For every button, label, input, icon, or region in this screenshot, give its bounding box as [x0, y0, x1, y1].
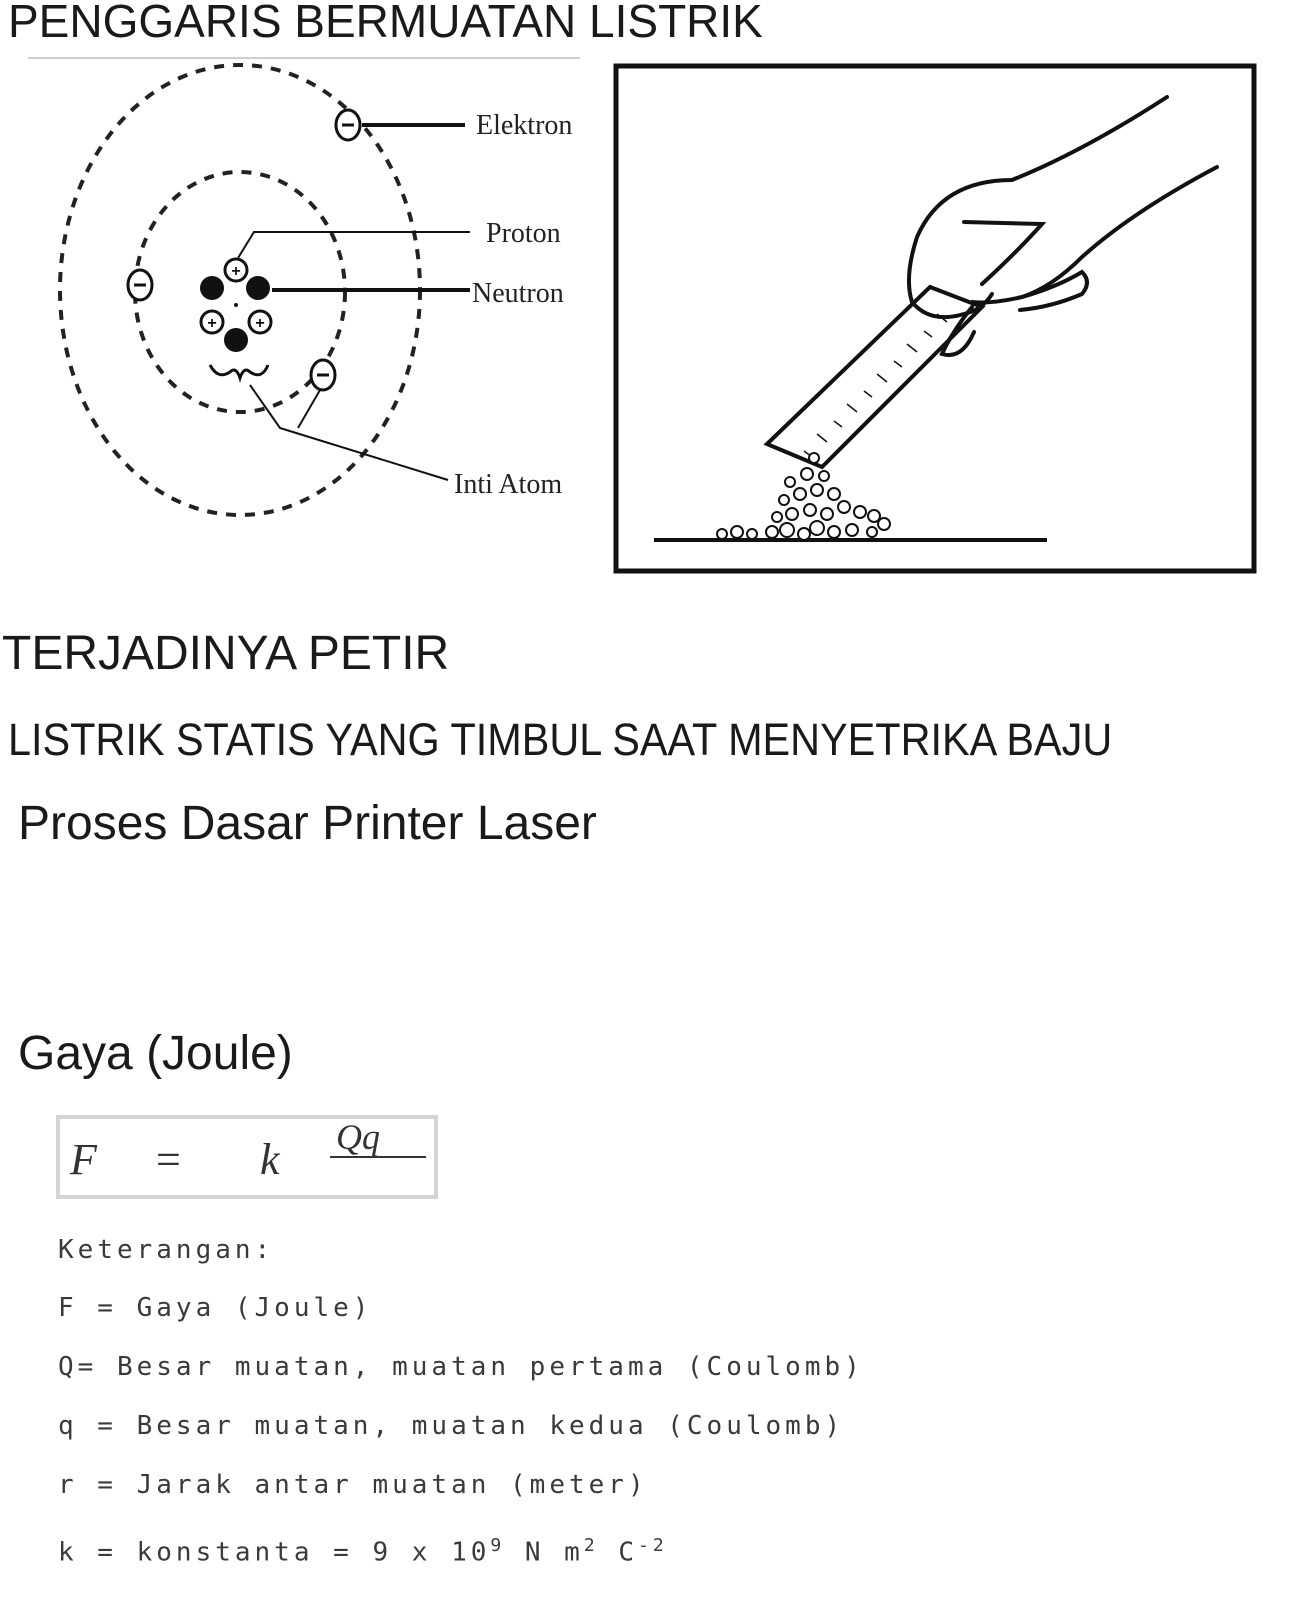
k-prefix: k = konstanta = 9 x 10 — [58, 1537, 491, 1568]
formula-k: k — [260, 1135, 280, 1184]
charged-ruler-illustration — [612, 62, 1260, 576]
formula-numerator: Qq — [336, 1119, 380, 1157]
k-mid: N m — [505, 1537, 584, 1568]
label-proton: Proton — [486, 218, 561, 249]
heading-printer-laser: Proses Dasar Printer Laser — [18, 797, 597, 850]
keterangan-line-q-small: q = Besar muatan, muatan kedua (Coulomb) — [58, 1411, 845, 1441]
svg-text:+: + — [231, 263, 241, 280]
k-unit: C — [598, 1537, 638, 1568]
heading-gaya: Gaya (Joule) — [18, 1027, 293, 1080]
k-exp-minus-2: -2 — [638, 1535, 668, 1556]
svg-text:+: + — [255, 315, 265, 332]
k-exp-9: 9 — [490, 1535, 506, 1556]
nucleus — [200, 259, 271, 378]
electron-top — [336, 110, 360, 140]
label-neutron: Neutron — [472, 278, 564, 309]
title-divider — [28, 57, 580, 59]
label-inti-atom: Inti Atom — [454, 469, 563, 500]
keterangan-title: Keterangan: — [58, 1235, 275, 1265]
label-elektron: Elektron — [476, 110, 573, 141]
coulomb-formula — [56, 1115, 438, 1199]
atom-diagram — [40, 60, 600, 560]
svg-text:+: + — [207, 315, 217, 332]
keterangan-line-q-big: Q= Besar muatan, muatan pertama (Coulomb) — [58, 1352, 864, 1382]
electron-right — [311, 360, 335, 390]
formula-lhs: F — [70, 1135, 97, 1184]
keterangan-line-r: r = Jarak antar muatan (meter) — [58, 1470, 648, 1500]
keterangan-line-k — [58, 1535, 668, 1568]
electron-left — [128, 270, 152, 300]
keterangan-line-f: F = Gaya (Joule) — [58, 1293, 373, 1323]
formula-equals: = — [156, 1135, 181, 1184]
formula-render — [60, 1119, 434, 1195]
heading-terjadinya-petir: TERJADINYA PETIR — [2, 627, 450, 680]
k-exp-2: 2 — [583, 1535, 599, 1556]
heading-menyetrika-baju: LISTRIK STATIS YANG TIMBUL SAAT MENYETRIKA BAJU — [8, 714, 1113, 765]
page-title: PENGGARIS BERMUATAN LISTRIK — [8, 0, 763, 47]
